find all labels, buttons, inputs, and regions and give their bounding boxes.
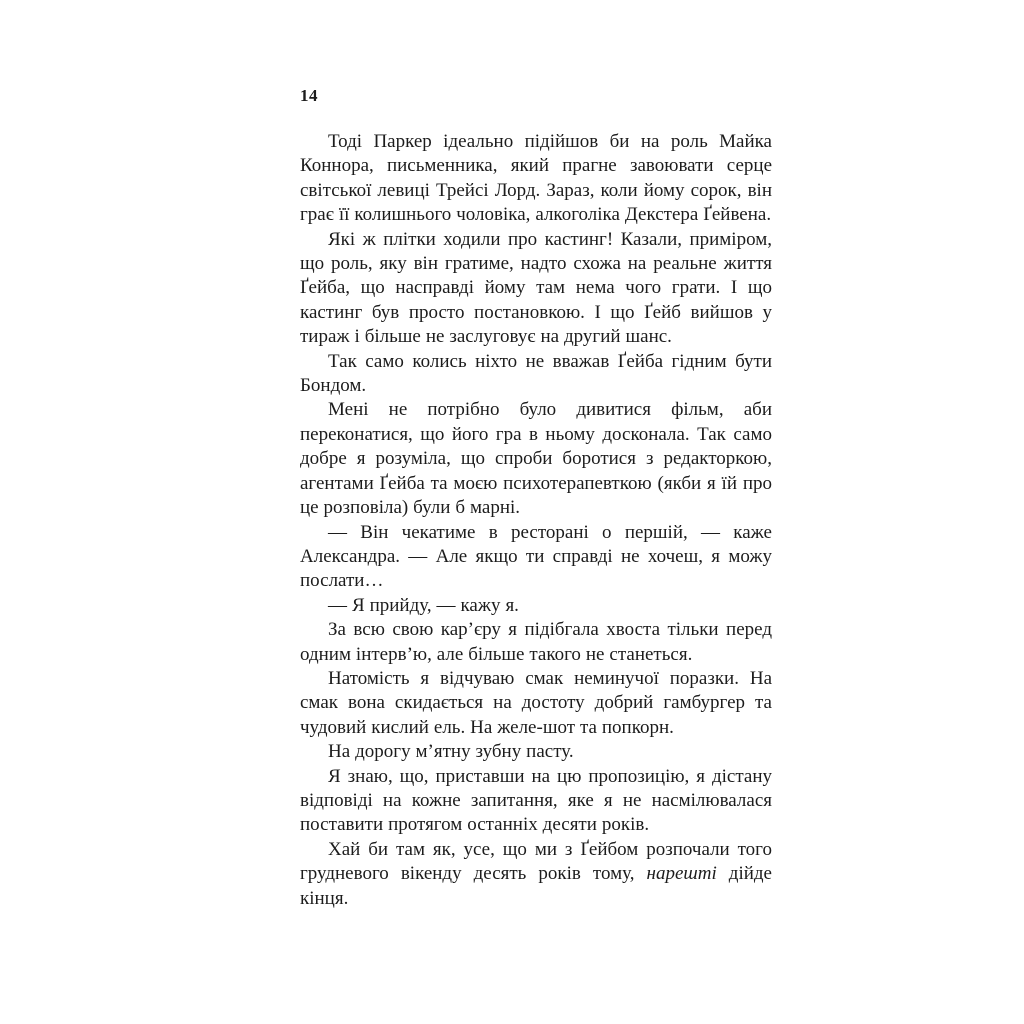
text-run: Так само колись ніхто не вважав Ґейба гідним бути Бондом. [300,350,772,397]
text-run: Тоді Паркер ідеально підійшов би на роль Майка Коннора, письменника, який прагне завоювати серце світської левиці Трейсі Лорд. Зараз, коли йому сорок, він грає її колишнього чоловіка, алкоголіка Декстера Ґейвена. [300,131,772,226]
text-run: — Він чекатиме в ресторані о першій, — каже Александра. — Але якщо ти справді не хочеш, я можу послати… [300,521,772,592]
text-run: На дорогу м’ятну зубну пасту. [328,741,574,763]
paragraph [300,740,772,764]
text-run: Я знаю, що, приставши на цю пропозицію, я дістану відповіді на кожне запитання, яке я не насмілювалася поставити протягом останніх десяти років. [300,765,772,836]
text-run: Які ж плітки ходили про кастинг! Казали, приміром, що роль, яку він гратиме, надто схожа на реальне життя Ґейба, що насправді йому там нема чого грати. І що кастинг був просто постановкою. І що Ґейб вийшов у тираж і більше не заслуговує на другий шанс. [300,228,772,348]
paragraph [300,838,772,911]
paragraph [300,228,772,350]
text-run: Натомість я відчуваю смак неминучої поразки. На смак вона скидається на достоту добрий гамбургер та чудовий кислий ель. На желе-шот та попкорн. [300,667,772,738]
text-run: Мені не потрібно було дивитися фільм, аби переконатися, що його гра в ньому досконала. Так само добре я розуміла, що спроби боротися з редакторкою, агентами Ґейба та моєю психотерапевткою (якби я їй про це розповіла) були б марні. [300,399,772,519]
text-run: дійде кінця. [300,863,772,909]
paragraph [300,130,772,228]
text-run: Хай би там як, усе, що ми з Ґейбом розпочали того грудневого вікенду десять років тому, [300,838,772,885]
text-run: — Я прийду, — кажу я. [328,594,519,616]
paragraph [300,521,772,594]
paragraph [300,667,772,740]
text-run: За всю свою кар’єру я підібгала хвоста тільки перед одним інтерв’ю, але більше такого не станеться. [300,619,772,665]
page-number: 14 [300,86,318,105]
italic-text-run: нарешті [646,863,717,885]
paragraph [300,398,772,520]
paragraph [300,594,772,618]
content-area [300,86,772,911]
paragraph [300,618,772,667]
paragraph [300,765,772,838]
paragraph [300,350,772,399]
text-block [300,130,772,911]
